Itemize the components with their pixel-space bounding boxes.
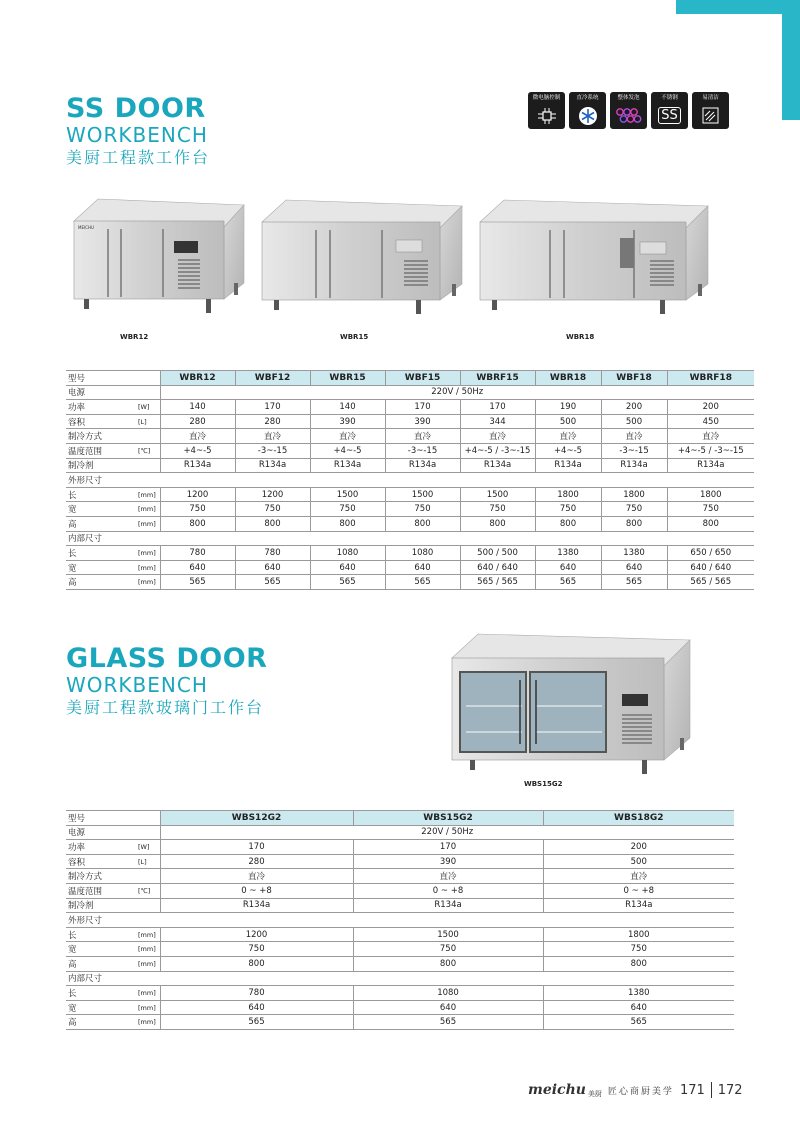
table-cell: 750: [601, 502, 667, 517]
product-image-wbr15: [256, 196, 466, 326]
table-cell: 565: [310, 575, 385, 590]
row-label: 宽: [66, 560, 134, 575]
table-cell: R134a: [385, 458, 460, 473]
snowflake-icon: [569, 102, 606, 129]
slogan: 匠心商厨美学: [607, 1086, 674, 1097]
title-line2: WORKBENCH: [66, 123, 208, 147]
brand-cn: 美厨: [587, 1090, 602, 1098]
table-cell: +4~-5: [160, 443, 235, 458]
table-cell: 750: [543, 942, 734, 957]
row-unit: [mm]: [134, 487, 160, 502]
table-cell: 140: [310, 400, 385, 415]
caption-wbr12: WBR12: [120, 333, 149, 341]
table-row: [66, 516, 754, 531]
row-label: 功率: [66, 400, 134, 415]
table-row: [66, 898, 734, 913]
table-row: [66, 443, 754, 458]
table-row: [66, 546, 754, 561]
table-cell: 1080: [385, 546, 460, 561]
table-cell: 170: [353, 840, 543, 855]
table-cell: 140: [160, 400, 235, 415]
table-cell: 0 ~ +8: [353, 883, 543, 898]
foam-icon: [610, 102, 647, 129]
row-label: 高: [66, 1015, 134, 1030]
table-row: [66, 956, 734, 971]
table-cell: 170: [385, 400, 460, 415]
caption-wbr15: WBR15: [340, 333, 369, 341]
row-label: 宽: [66, 942, 134, 957]
table-cell: 190: [535, 400, 601, 415]
row-unit: [mm]: [134, 942, 160, 957]
table-row: [66, 502, 754, 517]
table-row: [66, 942, 734, 957]
table-row: [66, 840, 734, 855]
table-cell: 1500: [460, 487, 535, 502]
feature-stainless: [651, 92, 688, 129]
table-cell: 直冷: [667, 429, 754, 444]
table-cell: 直冷: [353, 869, 543, 884]
table-cell: 1080: [310, 546, 385, 561]
table-cell: 780: [160, 986, 353, 1001]
table-cell: 640: [385, 560, 460, 575]
product-image-wbr18: [474, 196, 714, 326]
table-cell: 640 / 640: [460, 560, 535, 575]
feature-microcomputer: [528, 92, 565, 129]
table-cell: +4~-5: [535, 443, 601, 458]
table-cell: 直冷: [160, 869, 353, 884]
row-unit: [134, 429, 160, 444]
table-cell: R134a: [543, 898, 734, 913]
merged-value: 220V / 50Hz: [160, 825, 734, 840]
row-unit: [L]: [134, 414, 160, 429]
row-label: 长: [66, 487, 134, 502]
row-label: 制冷方式: [66, 869, 134, 884]
table-cell: 565 / 565: [460, 575, 535, 590]
table-cell: 640: [160, 1000, 353, 1015]
table-cell: 640: [353, 1000, 543, 1015]
table-cell: 565: [160, 575, 235, 590]
table-cell: 640: [535, 560, 601, 575]
table-cell: 1080: [353, 986, 543, 1001]
spec-table-glass-door: [66, 810, 734, 1030]
table-cell: 640: [310, 560, 385, 575]
title-cn: 美厨工程款玻璃门工作台: [66, 698, 265, 717]
caption-wbr18: WBR18: [566, 333, 595, 341]
title-line1: SS DOOR: [66, 93, 206, 124]
table-group-row: [66, 473, 754, 488]
table-header-row: [66, 811, 734, 826]
table-cell: 565: [601, 575, 667, 590]
table-cell: 640: [543, 1000, 734, 1015]
brand-name: meichu: [528, 1082, 586, 1098]
table-cell: 直冷: [235, 429, 310, 444]
table-cell: 750: [667, 502, 754, 517]
table-cell: 1500: [385, 487, 460, 502]
table-cell: 750: [385, 502, 460, 517]
table-cell: 800: [601, 516, 667, 531]
model-header: WBRF18: [667, 371, 754, 386]
row-label: 宽: [66, 1000, 134, 1015]
table-cell: 750: [353, 942, 543, 957]
table-cell: 直冷: [535, 429, 601, 444]
table-cell: 0 ~ +8: [543, 883, 734, 898]
table-cell: 200: [667, 400, 754, 415]
header-label: 型号: [66, 371, 160, 386]
row-label: 功率: [66, 840, 134, 855]
row-unit: [mm]: [134, 516, 160, 531]
table-cell: 直冷: [310, 429, 385, 444]
row-unit: [mm]: [134, 575, 160, 590]
row-unit: [L]: [134, 854, 160, 869]
table-cell: 750: [310, 502, 385, 517]
table-cell: +4~-5: [310, 443, 385, 458]
row-label: 电源: [66, 385, 160, 400]
table-cell: 390: [385, 414, 460, 429]
table-row: [66, 414, 754, 429]
row-label: 温度范围: [66, 883, 134, 898]
feature-direct-cooling: [569, 92, 606, 129]
row-unit: [mm]: [134, 502, 160, 517]
table-cell: 780: [235, 546, 310, 561]
table-cell: -3~-15: [601, 443, 667, 458]
table-cell: 280: [160, 854, 353, 869]
model-header: WBF12: [235, 371, 310, 386]
table-row: [66, 854, 734, 869]
model-header: WBRF15: [460, 371, 535, 386]
feature-label: 微电脑控制: [532, 95, 561, 101]
table-cell: 800: [385, 516, 460, 531]
table-row-power-source: [66, 825, 734, 840]
table-cell: 1500: [353, 927, 543, 942]
feature-label: 易清洁: [702, 95, 719, 101]
page-number-left: 171: [679, 1082, 705, 1098]
table-cell: 800: [543, 956, 734, 971]
table-cell: R134a: [160, 898, 353, 913]
table-cell: 500 / 500: [460, 546, 535, 561]
table-row: [66, 400, 754, 415]
table-cell: 800: [160, 956, 353, 971]
ss-symbol: SS: [658, 107, 681, 124]
row-unit: [mm]: [134, 1000, 160, 1015]
table-cell: 640 / 640: [667, 560, 754, 575]
feature-easy-clean: [692, 92, 729, 129]
table-cell: 800: [667, 516, 754, 531]
feature-label: 直冷系统: [576, 95, 599, 101]
row-unit: [mm]: [134, 560, 160, 575]
table-row: [66, 487, 754, 502]
table-cell: +4~-5 / -3~-15: [667, 443, 754, 458]
page-divider: [711, 1082, 712, 1098]
table-cell: 800: [460, 516, 535, 531]
page-number-right: 172: [717, 1082, 743, 1098]
header-label: 型号: [66, 811, 160, 826]
table-cell: 1380: [543, 986, 734, 1001]
model-header: WBR12: [160, 371, 235, 386]
circuit-icon: [528, 102, 565, 129]
table-group-row: [66, 971, 734, 986]
table-cell: 750: [460, 502, 535, 517]
table-cell: 200: [543, 840, 734, 855]
table-row: [66, 1000, 734, 1015]
table-cell: R134a: [460, 458, 535, 473]
table-cell: 800: [160, 516, 235, 531]
row-label: 容积: [66, 854, 134, 869]
table-cell: 800: [235, 516, 310, 531]
model-header: WBS18G2: [543, 811, 734, 826]
table-cell: R134a: [601, 458, 667, 473]
table-cell: 750: [160, 502, 235, 517]
feature-label: 整体发泡: [617, 95, 640, 101]
table-cell: 800: [535, 516, 601, 531]
table-cell: 直冷: [385, 429, 460, 444]
feature-icons: [528, 92, 729, 129]
table-cell: 1200: [235, 487, 310, 502]
table-cell: 750: [235, 502, 310, 517]
row-unit: [W]: [134, 400, 160, 415]
title-cn: 美厨工程款工作台: [66, 148, 211, 167]
row-unit: [134, 869, 160, 884]
table-cell: R134a: [310, 458, 385, 473]
group-label: 外形尺寸: [66, 473, 754, 488]
table-row: [66, 927, 734, 942]
table-row: [66, 458, 754, 473]
row-unit: [134, 898, 160, 913]
table-cell: -3~-15: [385, 443, 460, 458]
table-cell: 640: [235, 560, 310, 575]
product-image-wbr12: [66, 195, 246, 325]
table-cell: 直冷: [160, 429, 235, 444]
table-cell: 800: [310, 516, 385, 531]
table-cell: 750: [535, 502, 601, 517]
section-title-glass-door: [66, 645, 267, 719]
table-cell: 640: [601, 560, 667, 575]
table-cell: 170: [160, 840, 353, 855]
table-cell: 直冷: [543, 869, 734, 884]
model-header: WBR15: [310, 371, 385, 386]
table-group-row: [66, 531, 754, 546]
footer: [528, 1082, 743, 1098]
table-cell: 565: [160, 1015, 353, 1030]
table-cell: R134a: [667, 458, 754, 473]
table-cell: 500: [543, 854, 734, 869]
table-cell: 500: [535, 414, 601, 429]
table-cell: 565: [353, 1015, 543, 1030]
merged-value: 220V / 50Hz: [160, 385, 754, 400]
table-cell: 170: [460, 400, 535, 415]
table-cell: R134a: [235, 458, 310, 473]
row-label: 温度范围: [66, 443, 134, 458]
group-label: 外形尺寸: [66, 913, 734, 928]
row-label: 电源: [66, 825, 160, 840]
table-cell: 344: [460, 414, 535, 429]
table-cell: 1380: [601, 546, 667, 561]
row-unit: [mm]: [134, 927, 160, 942]
table-cell: 1380: [535, 546, 601, 561]
row-label: 制冷剂: [66, 458, 134, 473]
table-cell: 450: [667, 414, 754, 429]
table-cell: 1200: [160, 487, 235, 502]
section-title-ss-door: [66, 95, 210, 169]
table-cell: 565: [235, 575, 310, 590]
table-cell: 1800: [667, 487, 754, 502]
table-cell: 500: [601, 414, 667, 429]
table-cell: 1800: [543, 927, 734, 942]
table-row: [66, 986, 734, 1001]
row-label: 制冷剂: [66, 898, 134, 913]
table-cell: R134a: [353, 898, 543, 913]
row-unit: [℃]: [134, 883, 160, 898]
product-image-wbs15g2: [446, 630, 696, 780]
row-unit: [mm]: [134, 986, 160, 1001]
table-group-row: [66, 913, 734, 928]
table-row: [66, 883, 734, 898]
table-cell: -3~-15: [235, 443, 310, 458]
spec-table-ss-door: [66, 370, 754, 590]
row-label: 长: [66, 546, 134, 561]
row-label: 长: [66, 986, 134, 1001]
table-cell: 640: [160, 560, 235, 575]
group-label: 内部尺寸: [66, 531, 754, 546]
row-unit: [mm]: [134, 546, 160, 561]
table-cell: 565: [535, 575, 601, 590]
model-header: WBS15G2: [353, 811, 543, 826]
row-unit: [℃]: [134, 443, 160, 458]
table-cell: 390: [353, 854, 543, 869]
row-label: 宽: [66, 502, 134, 517]
row-label: 长: [66, 927, 134, 942]
table-cell: 直冷: [460, 429, 535, 444]
table-cell: R134a: [535, 458, 601, 473]
table-cell: 200: [601, 400, 667, 415]
table-cell: 1800: [601, 487, 667, 502]
table-row-power-source: [66, 385, 754, 400]
table-cell: 1200: [160, 927, 353, 942]
table-cell: 280: [235, 414, 310, 429]
model-header: WBS12G2: [160, 811, 353, 826]
row-unit: [W]: [134, 840, 160, 855]
table-cell: 780: [160, 546, 235, 561]
table-cell: +4~-5 / -3~-15: [460, 443, 535, 458]
row-unit: [134, 458, 160, 473]
table-row: [66, 1015, 734, 1030]
feature-label: 不锈钢: [661, 95, 678, 101]
caption-wbs15g2: WBS15G2: [524, 780, 563, 788]
row-label: 高: [66, 575, 134, 590]
model-header: WBF18: [601, 371, 667, 386]
corner-accent-tab: [676, 0, 800, 14]
table-row: [66, 560, 754, 575]
table-cell: 565: [385, 575, 460, 590]
table-cell: 650 / 650: [667, 546, 754, 561]
table-cell: 170: [235, 400, 310, 415]
table-row: [66, 429, 754, 444]
brand-mark: MEICHU: [78, 225, 94, 230]
row-label: 高: [66, 516, 134, 531]
table-cell: 1800: [535, 487, 601, 502]
table-cell: R134a: [160, 458, 235, 473]
feature-foaming: [610, 92, 647, 129]
clean-icon: [692, 102, 729, 129]
table-cell: 565 / 565: [667, 575, 754, 590]
table-cell: 800: [353, 956, 543, 971]
model-header: WBR18: [535, 371, 601, 386]
ss-icon: [651, 102, 688, 129]
table-row: [66, 575, 754, 590]
row-label: 高: [66, 956, 134, 971]
title-line2: WORKBENCH: [66, 673, 208, 697]
row-unit: [mm]: [134, 956, 160, 971]
table-cell: 750: [160, 942, 353, 957]
table-cell: 1500: [310, 487, 385, 502]
brand-logo: [528, 1082, 602, 1098]
model-header: WBF15: [385, 371, 460, 386]
table-cell: 直冷: [601, 429, 667, 444]
table-cell: 280: [160, 414, 235, 429]
table-cell: 390: [310, 414, 385, 429]
table-header-row: [66, 371, 754, 386]
side-accent-tab: [782, 14, 800, 120]
title-line1: GLASS DOOR: [66, 643, 268, 674]
group-label: 内部尺寸: [66, 971, 734, 986]
row-label: 容积: [66, 414, 134, 429]
table-cell: 0 ~ +8: [160, 883, 353, 898]
row-unit: [mm]: [134, 1015, 160, 1030]
table-row: [66, 869, 734, 884]
table-cell: 565: [543, 1015, 734, 1030]
row-label: 制冷方式: [66, 429, 134, 444]
